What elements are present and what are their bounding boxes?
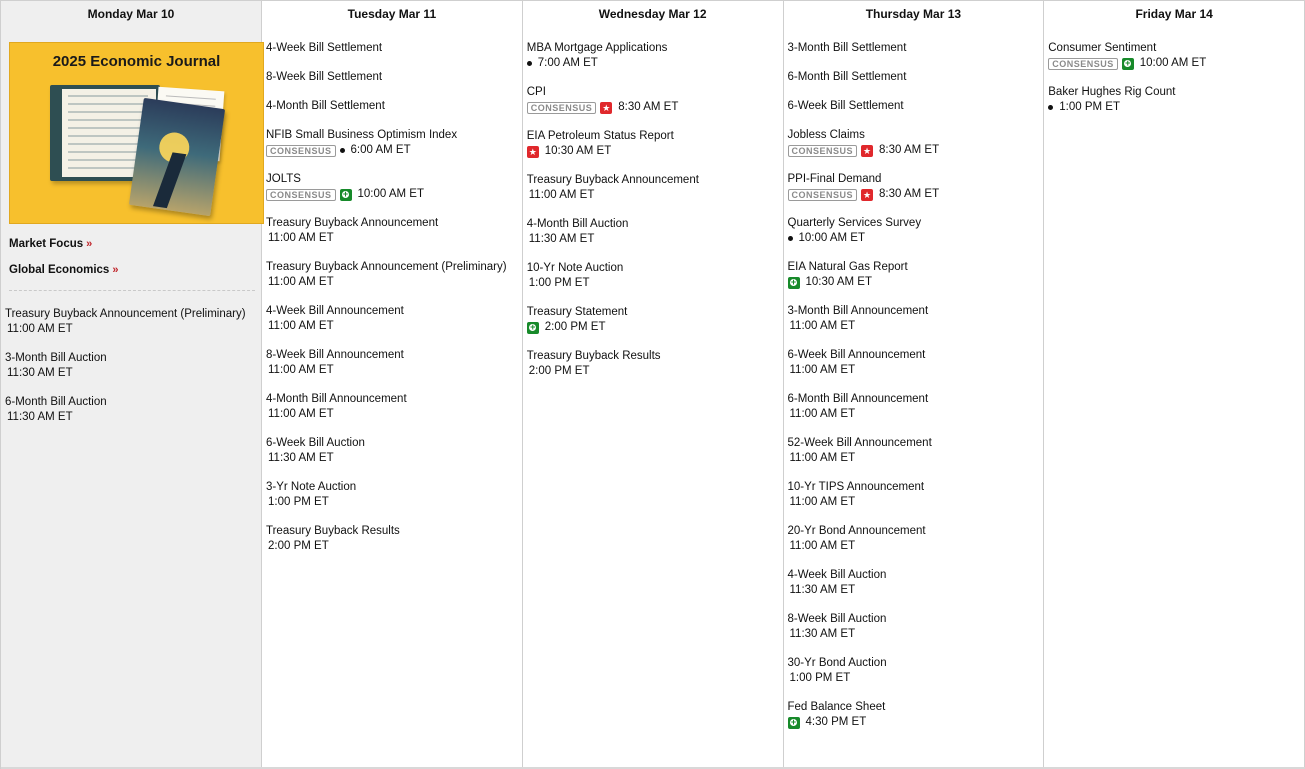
event-title[interactable]: 4-Month Bill Announcement (266, 393, 407, 405)
consensus-badge[interactable]: CONSENSUS (527, 102, 597, 114)
event-meta (5, 322, 261, 337)
event-meta (527, 188, 783, 203)
event-time: 2:00 PM ET (528, 365, 590, 377)
event-meta (266, 363, 522, 378)
event-title[interactable]: 20-Yr Bond Announcement (787, 525, 926, 537)
consensus-badge[interactable]: CONSENSUS (266, 145, 336, 157)
event-meta (266, 231, 522, 246)
day-header: Thursday Mar 13 (865, 7, 962, 21)
event-meta (788, 363, 1044, 378)
day-header: Tuesday Mar 11 (347, 7, 437, 21)
event-time: 11:30 AM ET (789, 584, 856, 596)
calendar-event[interactable] (788, 436, 1044, 466)
event-title[interactable]: 4-Week Bill Announcement (266, 305, 404, 317)
event-title[interactable]: Jobless Claims (787, 129, 865, 141)
event-meta (788, 231, 1044, 246)
event-title[interactable]: Treasury Buyback Announcement (Preliminary) (266, 261, 507, 273)
notes-line (166, 95, 216, 99)
event-meta (527, 364, 783, 379)
event-meta (5, 410, 261, 425)
calendar-event[interactable] (527, 85, 783, 115)
event-meta (266, 495, 522, 510)
journal-line (68, 135, 148, 137)
event-title[interactable]: 8-Week Bill Announcement (266, 349, 404, 361)
event-time: 11:30 AM ET (528, 233, 595, 245)
calendar-event[interactable] (266, 99, 522, 114)
event-title[interactable]: 6-Month Bill Announcement (787, 393, 929, 405)
calendar-event[interactable] (788, 41, 1044, 56)
calendar-event[interactable] (266, 304, 522, 334)
plus-icon (340, 189, 352, 201)
calendar-event[interactable] (266, 480, 522, 510)
event-list (262, 27, 522, 554)
event-meta (788, 143, 1044, 158)
event-meta (266, 275, 522, 290)
plus-icon (1122, 58, 1134, 70)
star-icon: ★ (528, 146, 537, 157)
event-meta (788, 407, 1044, 422)
event-title[interactable]: PPI-Final Demand (787, 173, 882, 185)
event-meta (527, 144, 783, 159)
event-time: 1:00 PM ET (789, 672, 851, 684)
event-title[interactable]: 8-Week Bill Auction (787, 613, 887, 625)
event-time: 10:30 AM ET (805, 276, 872, 288)
bullet-dot-icon (527, 61, 532, 66)
calendar-event[interactable] (5, 351, 261, 381)
event-meta (1048, 56, 1304, 71)
event-time: 4:30 PM ET (805, 716, 867, 728)
calendar-event[interactable] (788, 612, 1044, 642)
calendar-event[interactable] (527, 305, 783, 335)
calendar-event[interactable] (266, 348, 522, 378)
event-title[interactable]: Quarterly Services Survey (787, 217, 922, 229)
event-time: 10:00 AM ET (1139, 57, 1207, 69)
event-time: 11:30 AM ET (789, 628, 856, 640)
event-title[interactable]: 3-Month Bill Announcement (787, 305, 929, 317)
event-meta (788, 627, 1044, 642)
star-icon: ★ (602, 102, 611, 113)
day-column (1044, 0, 1305, 769)
event-title[interactable]: 6-Week Bill Settlement (787, 100, 904, 112)
star-icon: ★ (862, 189, 872, 200)
event-meta (266, 539, 522, 554)
event-meta (788, 187, 1044, 202)
event-meta (266, 143, 522, 158)
calendar-event[interactable] (266, 172, 522, 202)
bullet-dot-icon (1048, 105, 1053, 110)
event-meta (266, 451, 522, 466)
event-title[interactable]: 30-Yr Bond Auction (787, 657, 887, 669)
event-meta (788, 715, 1044, 730)
calendar-event[interactable] (266, 392, 522, 422)
calendar-event[interactable] (788, 216, 1044, 246)
event-list (784, 27, 1044, 730)
event-time: 1:00 PM ET (268, 496, 329, 508)
calendar-event[interactable] (1048, 85, 1304, 115)
event-time: 8:30 AM ET (879, 188, 940, 200)
calendar-event[interactable] (266, 41, 522, 56)
event-title[interactable]: 6-Week Bill Announcement (787, 349, 926, 361)
calendar-event[interactable] (788, 568, 1044, 598)
event-time: 2:00 PM ET (544, 321, 606, 333)
calendar-event[interactable] (788, 99, 1044, 114)
calendar-event[interactable] (788, 656, 1044, 686)
event-title[interactable]: 52-Week Bill Announcement (787, 437, 932, 449)
global-economics-link[interactable] (9, 264, 261, 276)
event-time: 11:00 AM ET (268, 276, 334, 288)
event-time: 1:00 PM ET (528, 277, 590, 289)
day-header: Monday Mar 10 (87, 7, 175, 21)
banner-title: 2025 Economic Journal (52, 53, 221, 70)
event-title[interactable]: 3-Month Bill Auction (5, 352, 107, 364)
day-column (262, 0, 523, 769)
event-title[interactable]: 3-Yr Note Auction (266, 481, 357, 493)
event-title[interactable]: 4-Month Bill Settlement (266, 100, 385, 112)
consensus-badge[interactable]: CONSENSUS (266, 189, 336, 201)
event-title[interactable]: Consumer Sentiment (1048, 42, 1157, 54)
event-time: 11:00 AM ET (268, 364, 334, 376)
event-time: 7:00 AM ET (537, 57, 598, 69)
event-title[interactable]: MBA Mortgage Applications (526, 42, 668, 54)
journal-line (68, 103, 148, 105)
calendar-event[interactable] (527, 349, 783, 379)
event-list (1, 42, 261, 425)
calendar-event[interactable] (788, 700, 1044, 730)
event-meta (266, 187, 522, 202)
event-title[interactable]: JOLTS (266, 173, 301, 185)
calendar-event[interactable] (788, 524, 1044, 554)
event-meta (788, 275, 1044, 290)
calendar-event[interactable] (527, 261, 783, 291)
event-title[interactable]: EIA Natural Gas Report (787, 261, 908, 273)
event-time: 8:30 AM ET (879, 144, 940, 156)
calendar-event[interactable] (527, 173, 783, 203)
event-time: 11:00 AM ET (268, 232, 334, 244)
event-time: 11:00 AM ET (789, 408, 856, 420)
event-time: 11:00 AM ET (528, 189, 595, 201)
road-graphic (153, 152, 186, 208)
event-time: 11:30 AM ET (7, 367, 73, 379)
event-time: 10:00 AM ET (357, 188, 424, 200)
plus-icon (788, 277, 800, 289)
event-title[interactable]: Treasury Buyback Announcement (Preliminary) (5, 308, 246, 320)
event-time: 11:30 AM ET (7, 411, 73, 423)
calendar-event[interactable] (266, 436, 522, 466)
event-time: 8:30 AM ET (618, 101, 679, 113)
event-title[interactable]: CPI (526, 86, 546, 98)
bullet-dot-icon (340, 148, 345, 153)
event-meta (527, 276, 783, 291)
event-title[interactable]: Treasury Statement (526, 306, 628, 318)
event-time: 11:00 AM ET (789, 496, 856, 508)
event-time: 11:00 AM ET (268, 320, 334, 332)
event-meta (527, 100, 783, 115)
calendar-event[interactable] (527, 41, 783, 71)
event-title[interactable]: 4-Month Bill Auction (526, 218, 629, 230)
event-meta (527, 56, 783, 71)
event-time: 11:00 AM ET (789, 364, 856, 376)
event-meta (266, 407, 522, 422)
calendar-event[interactable] (788, 480, 1044, 510)
star-icon: ★ (862, 145, 872, 156)
journal-line (68, 143, 148, 145)
event-title[interactable]: 4-Week Bill Settlement (266, 42, 383, 54)
calendar-event[interactable] (788, 392, 1044, 422)
event-title[interactable]: 10-Yr Note Auction (526, 262, 624, 274)
event-meta (527, 320, 783, 335)
calendar-event[interactable] (1048, 41, 1304, 71)
chevron-right-icon: » (86, 238, 93, 250)
journal-line (68, 127, 148, 129)
journal-line (68, 95, 148, 97)
event-title[interactable]: 6-Month Bill Auction (5, 396, 107, 408)
divider (9, 290, 255, 291)
calendar-event[interactable] (266, 216, 522, 246)
event-meta (527, 232, 783, 247)
consensus-badge[interactable]: CONSENSUS (1048, 58, 1118, 70)
economic-journal-banner[interactable] (9, 42, 264, 224)
event-title[interactable]: Fed Balance Sheet (787, 701, 886, 713)
event-meta (788, 451, 1044, 466)
event-title[interactable]: Baker Hughes Rig Count (1048, 86, 1176, 98)
day-column (523, 0, 784, 769)
calendar-event[interactable] (788, 260, 1044, 290)
calendar-event[interactable] (527, 129, 783, 159)
plus-icon (527, 322, 539, 334)
calendar-event[interactable] (5, 307, 261, 337)
journal-line (68, 111, 148, 113)
event-time: 10:00 AM ET (798, 232, 865, 244)
event-title[interactable]: Treasury Buyback Results (266, 525, 400, 537)
event-time: 10:30 AM ET (544, 145, 612, 157)
event-time: 11:00 AM ET (789, 452, 856, 464)
event-title[interactable]: Treasury Buyback Results (526, 350, 661, 362)
event-title[interactable]: Treasury Buyback Announcement (266, 217, 439, 229)
calendar-event[interactable] (788, 304, 1044, 334)
event-meta (788, 319, 1044, 334)
event-title[interactable]: Treasury Buyback Announcement (526, 174, 699, 186)
event-meta (788, 583, 1044, 598)
plus-icon (788, 717, 800, 729)
event-list (523, 27, 783, 379)
event-title[interactable]: 6-Week Bill Auction (266, 437, 365, 449)
calendar-event[interactable] (266, 260, 522, 290)
event-list (1044, 27, 1304, 115)
day-header: Wednesday Mar 12 (598, 7, 707, 21)
calendar-event[interactable] (266, 70, 522, 85)
event-title[interactable]: 6-Month Bill Settlement (787, 71, 907, 83)
calendar-event[interactable] (5, 395, 261, 425)
event-time: 11:00 AM ET (7, 323, 73, 335)
event-meta (788, 495, 1044, 510)
consensus-badge[interactable]: CONSENSUS (788, 145, 858, 157)
calendar-event[interactable] (788, 70, 1044, 85)
event-time: 11:00 AM ET (789, 540, 856, 552)
event-title[interactable]: 4-Week Bill Auction (787, 569, 887, 581)
event-meta (5, 366, 261, 381)
calendar-event[interactable] (788, 172, 1044, 202)
event-meta (788, 671, 1044, 686)
calendar-event[interactable] (266, 524, 522, 554)
journal-line (68, 119, 148, 121)
event-title[interactable]: EIA Petroleum Status Report (526, 130, 674, 142)
calendar-event[interactable] (788, 128, 1044, 158)
event-title[interactable]: 8-Week Bill Settlement (266, 71, 383, 83)
event-time: 11:00 AM ET (789, 320, 856, 332)
calendar-event[interactable] (788, 348, 1044, 378)
bullet-dot-icon (788, 236, 793, 241)
event-meta (1048, 100, 1304, 115)
day-column (1, 0, 262, 769)
event-title[interactable]: NFIB Small Business Optimism Index (266, 129, 458, 141)
market-focus-link[interactable] (9, 238, 261, 250)
day-column (784, 0, 1045, 769)
event-meta (788, 539, 1044, 554)
event-title[interactable]: 10-Yr TIPS Announcement (787, 481, 925, 493)
event-title[interactable]: 3-Month Bill Settlement (787, 42, 907, 54)
link-label: Market Focus (9, 238, 84, 250)
event-time: 11:00 AM ET (268, 408, 334, 420)
event-time: 1:00 PM ET (1059, 101, 1120, 113)
event-time: 11:30 AM ET (268, 452, 334, 464)
calendar-event[interactable] (266, 128, 522, 158)
chevron-right-icon: » (112, 264, 119, 276)
journal-cover-image (129, 98, 225, 216)
consensus-badge[interactable]: CONSENSUS (788, 189, 858, 201)
calendar-event[interactable] (527, 217, 783, 247)
day-header: Friday Mar 14 (1135, 7, 1213, 21)
event-time: 2:00 PM ET (268, 540, 329, 552)
event-time: 6:00 AM ET (350, 144, 411, 156)
link-label: Global Economics (9, 264, 110, 276)
event-meta (266, 319, 522, 334)
